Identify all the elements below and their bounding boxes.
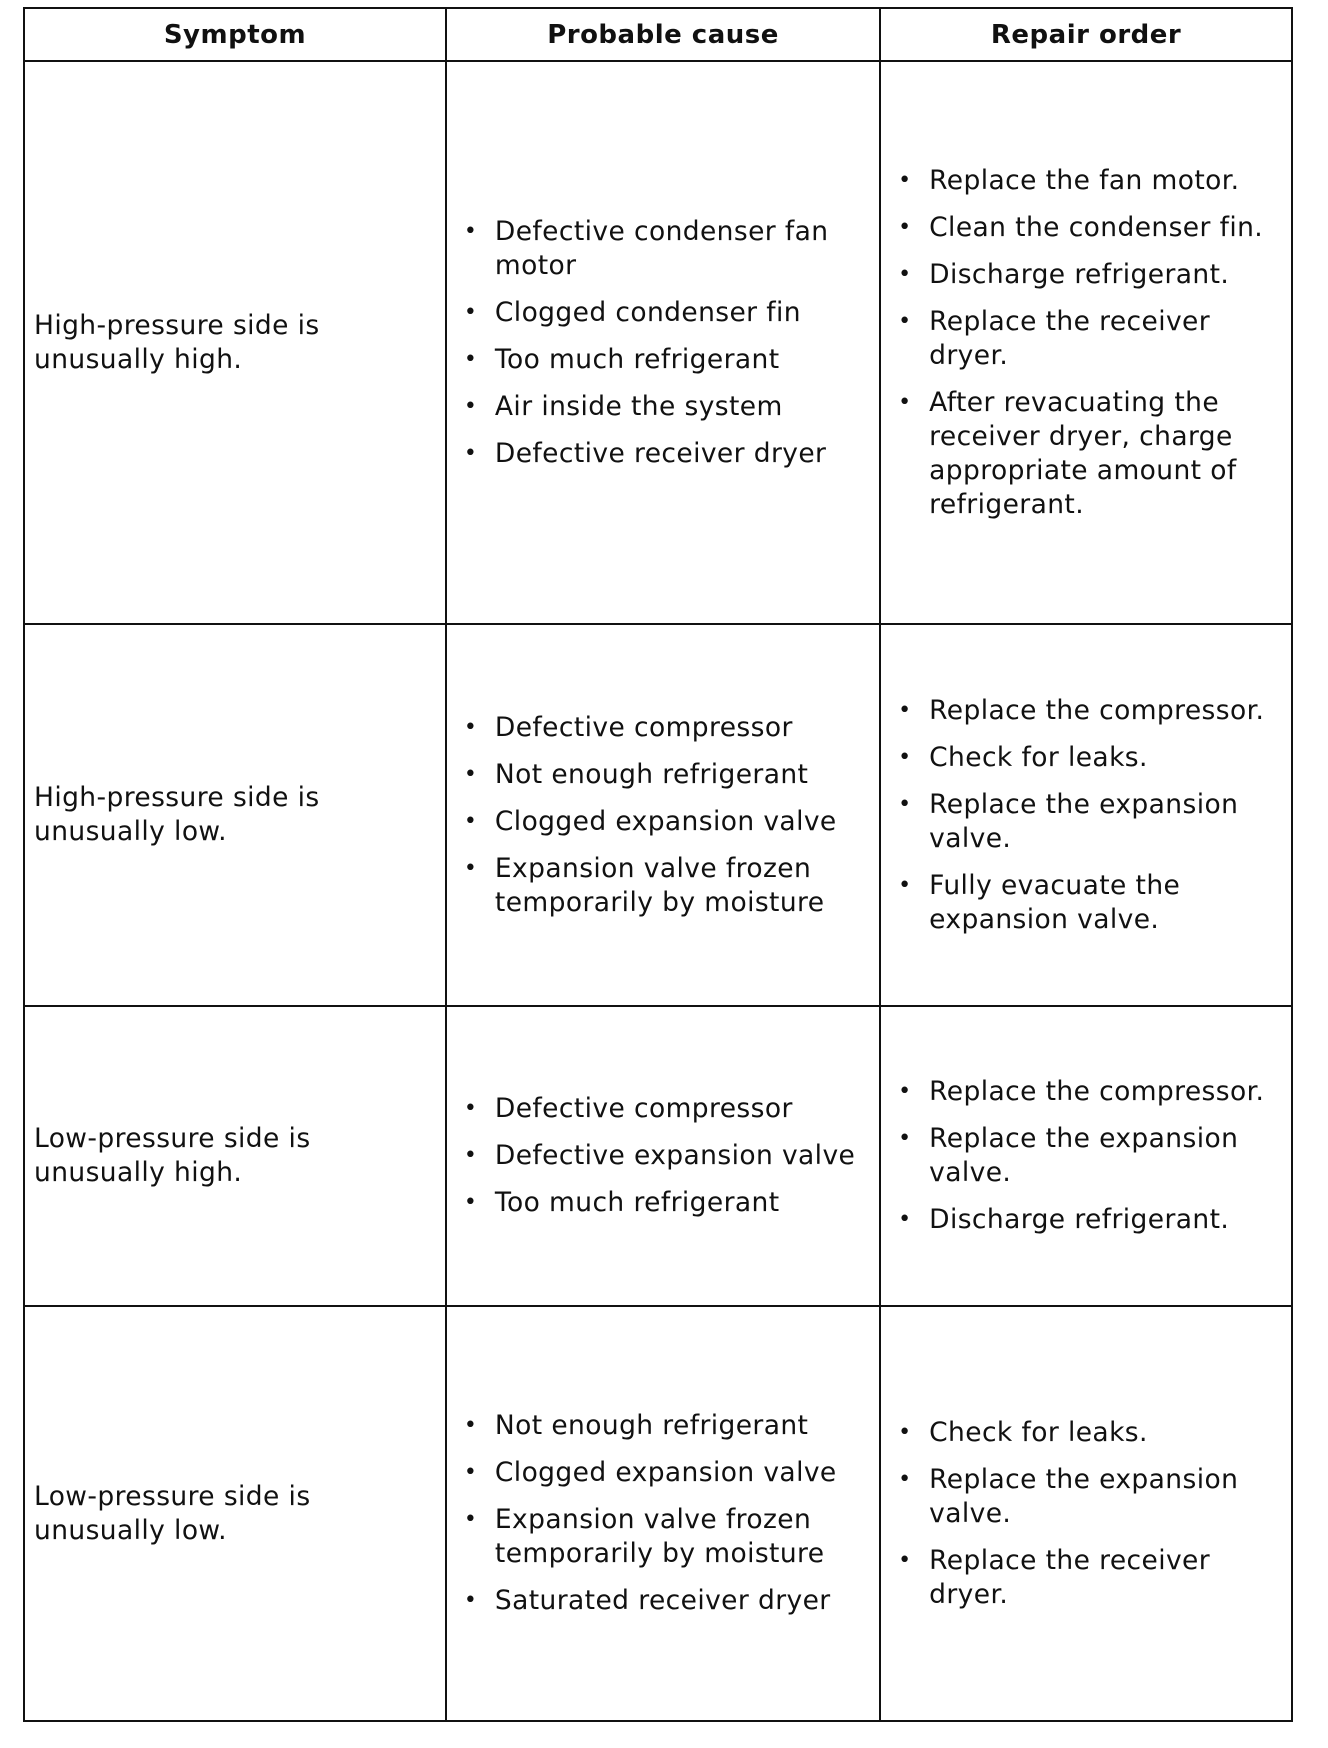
- list-item: • Defective condenser fan motor: [463, 215, 829, 281]
- repair-list: [895, 694, 1279, 937]
- list-item: • Defective receiver dryer: [463, 437, 827, 469]
- list-item: • Replace the expansion valve.: [898, 788, 1239, 854]
- list-item: • Saturated receiver dryer: [463, 1585, 831, 1616]
- repair-cell: [880, 1006, 1292, 1306]
- list-item: • Replace the expansion valve.: [898, 1123, 1239, 1188]
- symptom-cell: Low-pressure side is unusually low.: [24, 1306, 446, 1721]
- cause-list: [461, 1092, 867, 1220]
- list-item: • Replace the receiver dryer.: [898, 1544, 1211, 1610]
- repair-cell: [880, 61, 1292, 624]
- troubleshooting-table: [23, 7, 1293, 1722]
- list-item: • After revacuating the receiver dryer, charge appropriate amount of refrigerant.: [898, 386, 1237, 520]
- header-repair-order: Repair order: [880, 8, 1292, 61]
- list-item: • Air inside the system: [463, 390, 783, 422]
- list-item: • Replace the compressor.: [898, 694, 1265, 726]
- list-item: • Too much refrigerant: [463, 343, 780, 375]
- list-item: • Discharge refrigerant.: [898, 258, 1230, 290]
- list-item: • Replace the receiver dryer.: [898, 305, 1211, 371]
- repair-cell: [880, 1306, 1292, 1721]
- list-item: • Check for leaks.: [898, 741, 1148, 773]
- list-item: • Not enough refrigerant: [463, 758, 809, 790]
- repair-list: [895, 1075, 1279, 1237]
- list-item: • Clogged expansion valve: [463, 1457, 837, 1488]
- cause-list: [461, 215, 867, 471]
- list-item: • Expansion valve frozen temporarily by moisture: [463, 1504, 825, 1569]
- list-item: • Clogged expansion valve: [463, 805, 837, 837]
- list-item: • Check for leaks.: [898, 1416, 1148, 1448]
- table-row: [24, 61, 1292, 624]
- list-item: • Defective compressor: [463, 1093, 793, 1124]
- cause-list: [461, 1409, 867, 1618]
- header-row: [24, 8, 1292, 61]
- list-item: • Defective expansion valve: [463, 1140, 856, 1171]
- symptom-cell: High-pressure side is unusually low.: [24, 624, 446, 1006]
- repair-list: [895, 1416, 1279, 1612]
- list-item: • Replace the fan motor.: [898, 164, 1240, 196]
- list-item: • Too much refrigerant: [463, 1187, 780, 1218]
- list-item: • Clogged condenser fin: [463, 296, 801, 328]
- list-item: • Defective compressor: [463, 711, 793, 743]
- repair-list: [895, 164, 1279, 522]
- cause-cell: [446, 1306, 880, 1721]
- table-row: [24, 1306, 1292, 1721]
- list-item: • Replace the expansion valve.: [898, 1463, 1239, 1529]
- symptom-cell: High-pressure side is unusually high.: [24, 61, 446, 624]
- list-item: • Discharge refrigerant.: [898, 1204, 1230, 1235]
- symptom-cell: Low-pressure side is unusually high.: [24, 1006, 446, 1306]
- cause-cell: [446, 61, 880, 624]
- list-item: • Fully evacuate the expansion valve.: [898, 869, 1181, 935]
- list-item: • Expansion valve frozen temporarily by moisture: [463, 852, 825, 918]
- table-row: [24, 1006, 1292, 1306]
- list-item: • Clean the condenser fin.: [898, 211, 1264, 243]
- cause-cell: [446, 624, 880, 1006]
- list-item: • Not enough refrigerant: [463, 1410, 809, 1441]
- table-row: [24, 624, 1292, 1006]
- repair-cell: [880, 624, 1292, 1006]
- cause-list: [461, 711, 867, 920]
- header-probable-cause: Probable cause: [446, 8, 880, 61]
- list-item: • Replace the compressor.: [898, 1076, 1265, 1107]
- cause-cell: [446, 1006, 880, 1306]
- header-symptom: Symptom: [24, 8, 446, 61]
